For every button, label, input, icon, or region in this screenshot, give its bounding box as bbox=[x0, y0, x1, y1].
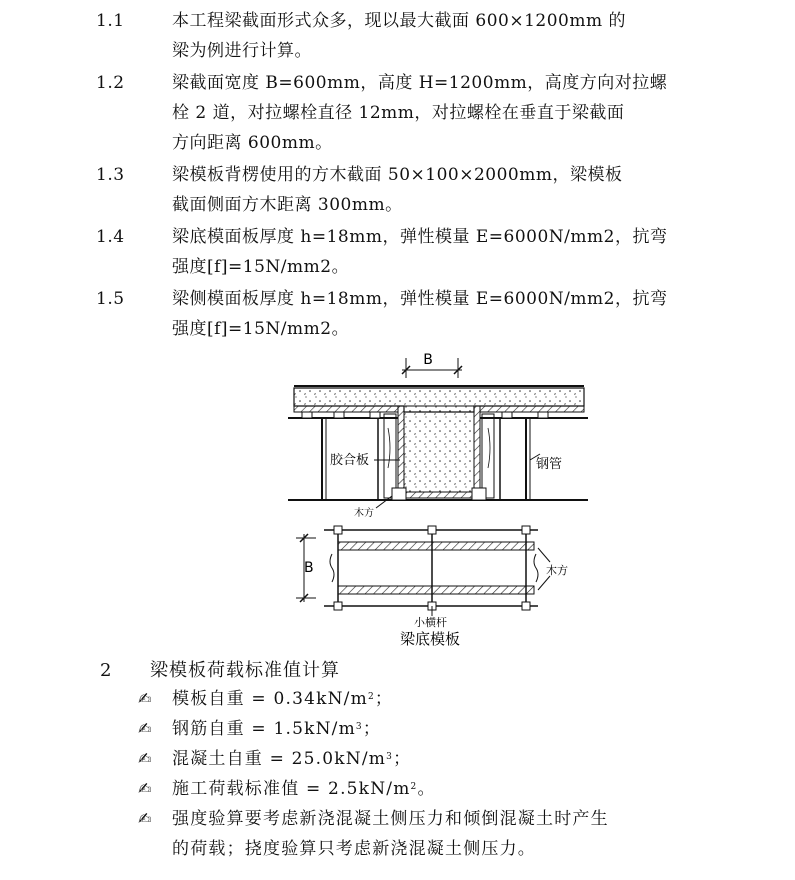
bullet-text: 模板自重 = 0.34kN/m bbox=[172, 689, 368, 709]
section-2-heading bbox=[100, 656, 340, 682]
section-title: 梁模板荷载标准值计算 bbox=[150, 660, 340, 681]
pencil-icon: ✍ bbox=[138, 779, 153, 798]
item-number: 1.5 bbox=[96, 289, 125, 309]
label-timber-1: 木方 bbox=[354, 508, 374, 519]
item-text: 梁模板背楞使用的方木截面 50×100×2000mm，梁模板 截面侧面方木距离 300mm。 bbox=[172, 165, 623, 215]
label-steel-pipe: 钢管 bbox=[536, 457, 563, 472]
bullet-text: 施工荷载标准值 = 2.5kN/m bbox=[172, 779, 411, 799]
item-number: 1.3 bbox=[96, 165, 125, 185]
list-item bbox=[138, 774, 738, 804]
item-text: 梁底模面板厚度 h=18mm，弹性模量 E=6000N/mm2，抗弯 强度[f]=15N/mm2。 bbox=[172, 227, 668, 277]
section-number: 2 bbox=[100, 660, 113, 681]
bullet-text: 强度验算要考虑新浇混凝土侧压力和倾倒混凝土时产生 的荷载；挠度验算只考虑新浇混凝土侧压力。 bbox=[172, 809, 609, 859]
unit-superscript: 2 bbox=[367, 692, 375, 702]
beam-section bbox=[384, 406, 494, 498]
item-text: 梁侧模面板厚度 h=18mm，弹性模量 E=6000N/mm2，抗弯 强度[f]=15N/mm2。 bbox=[172, 289, 668, 339]
beam-formwork-figure bbox=[288, 348, 598, 652]
bullet-tail: ； bbox=[362, 719, 382, 739]
pencil-icon: ✍ bbox=[138, 809, 153, 828]
item-number: 1.4 bbox=[96, 227, 125, 247]
list-item bbox=[138, 804, 738, 864]
unit-superscript: 2 bbox=[410, 782, 418, 792]
pencil-icon: ✍ bbox=[138, 749, 153, 768]
item-text: 梁截面宽度 B=600mm，高度 H=1200mm，高度方向对拉螺 栓 2 道，对拉螺栓直径 12mm，对拉螺栓在垂直于梁截面 方向距离 600mm。 bbox=[172, 73, 668, 153]
label-small-bar: 小横杆 bbox=[414, 616, 447, 629]
item-1-2 bbox=[96, 68, 716, 158]
item-number: 1.1 bbox=[96, 11, 125, 31]
pencil-icon: ✍ bbox=[138, 719, 153, 738]
pencil-icon: ✍ bbox=[138, 689, 153, 708]
label-plywood: 胶合板 bbox=[330, 453, 370, 468]
unit-superscript: 3 bbox=[355, 722, 363, 732]
bullet-tail: 。 bbox=[417, 779, 436, 799]
label-b-side: B bbox=[304, 560, 314, 576]
label-timber-2: 木方 bbox=[546, 564, 568, 577]
list-item bbox=[138, 714, 738, 744]
item-1-4 bbox=[96, 222, 716, 282]
item-1-5 bbox=[96, 284, 716, 344]
beam-formwork-diagram bbox=[288, 348, 598, 648]
dimension-b-top bbox=[402, 352, 462, 378]
bullet-text: 混凝土自重 = 25.0kN/m bbox=[172, 749, 387, 769]
figure-caption: 梁底模板 bbox=[400, 630, 461, 648]
item-1-3 bbox=[96, 160, 716, 220]
bullet-text: 钢筋自重 = 1.5kN/m bbox=[172, 719, 356, 739]
load-list bbox=[138, 684, 738, 864]
unit-superscript: 3 bbox=[386, 752, 394, 762]
bullet-tail: ； bbox=[393, 749, 412, 769]
list-item bbox=[138, 684, 738, 714]
item-1-1 bbox=[96, 6, 716, 66]
bullet-tail: ； bbox=[374, 689, 394, 709]
label-b-top: B bbox=[423, 352, 433, 368]
list-item bbox=[138, 744, 738, 774]
item-text: 本工程梁截面形式众多，现以最大截面 600×1200mm 的 梁为例进行计算。 bbox=[172, 11, 627, 61]
bottom-formwork-plan bbox=[296, 526, 568, 629]
item-number: 1.2 bbox=[96, 73, 125, 93]
